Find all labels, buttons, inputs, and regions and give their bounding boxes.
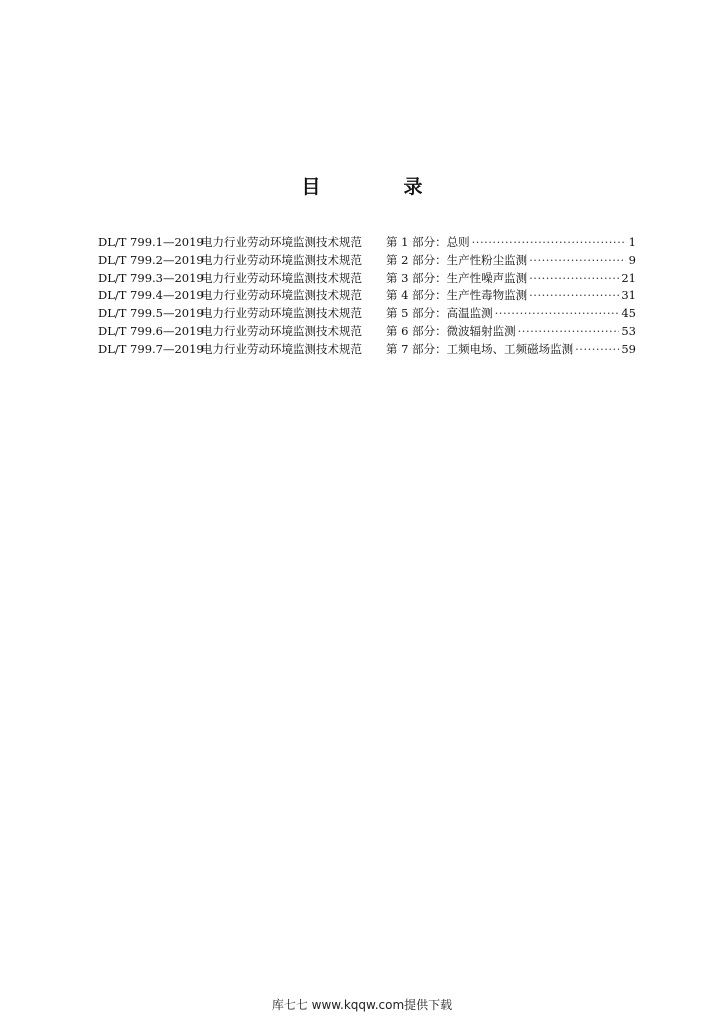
toc-entry-title: 生产性毒物监测 [446, 288, 528, 303]
toc-entry-code: DL/T 799.4—2019 [98, 288, 204, 303]
toc-entry-title: 生产性粉尘监测 [446, 252, 528, 267]
toc-leader-dots [495, 305, 620, 323]
toc-entry[interactable] [98, 270, 636, 288]
toc-entry-standard: 电力行业劳动环境监测技术规范 [201, 306, 362, 321]
toc-entry-title: 工频电场、工频磁场监测 [446, 341, 574, 356]
toc-entry-page: 45 [621, 306, 636, 321]
toc-entry-part: 第 4 部分： [386, 288, 447, 303]
toc-leader-dots [529, 287, 619, 305]
toc-entry-code: DL/T 799.1—2019 [98, 235, 204, 249]
toc-entry-code: DL/T 799.5—2019 [98, 306, 204, 321]
toc-entry-code: DL/T 799.7—2019 [98, 341, 204, 356]
toc-heading: 目 录 [301, 176, 455, 198]
toc-entry-part: 第 2 部分： [386, 252, 447, 267]
toc-entry-page: 21 [621, 270, 636, 285]
toc-leader-dots [575, 341, 619, 359]
toc-entry-page: 9 [628, 252, 636, 267]
toc-entry-page: 1 [628, 235, 636, 249]
toc-entry-part: 第 7 部分： [386, 341, 447, 356]
toc-entry-part: 第 1 部分： [386, 235, 447, 249]
toc-entry-standard: 电力行业劳动环境监测技术规范 [201, 235, 362, 249]
toc-entry-page: 59 [621, 341, 636, 356]
download-footer: 库七七 www.kqqw.com提供下载 [271, 998, 453, 1012]
toc-entry-standard: 电力行业劳动环境监测技术规范 [201, 252, 362, 267]
toc-entry-standard: 电力行业劳动环境监测技术规范 [201, 341, 362, 356]
toc-entry-part: 第 6 部分： [386, 323, 447, 338]
toc-entry-page: 31 [621, 288, 636, 303]
toc-entry-title: 总则 [446, 235, 470, 249]
toc-entry[interactable] [98, 252, 636, 270]
toc-leader-dots [529, 270, 619, 288]
toc-entry-page: 53 [621, 323, 636, 338]
toc-entry-code: DL/T 799.3—2019 [98, 270, 204, 285]
toc-entry-part: 第 3 部分： [386, 270, 447, 285]
toc-leader-dots [472, 234, 626, 252]
toc-entry[interactable] [98, 287, 636, 305]
toc-entry-title: 高温监测 [446, 306, 493, 321]
toc-entry-part: 第 5 部分： [386, 306, 447, 321]
toc-entry[interactable] [98, 323, 636, 341]
toc-entry-title: 微波辐射监测 [446, 323, 516, 338]
table-of-contents [98, 234, 636, 359]
toc-entry-title: 生产性噪声监测 [446, 270, 528, 285]
toc-entry-standard: 电力行业劳动环境监测技术规范 [201, 270, 362, 285]
toc-entry[interactable] [98, 305, 636, 323]
toc-entry-code: DL/T 799.2—2019 [98, 252, 204, 267]
toc-entry-standard: 电力行业劳动环境监测技术规范 [201, 288, 362, 303]
toc-entry[interactable] [98, 341, 636, 359]
toc-entry-standard: 电力行业劳动环境监测技术规范 [201, 323, 362, 338]
toc-leader-dots [529, 252, 626, 270]
toc-entry-code: DL/T 799.6—2019 [98, 323, 204, 338]
toc-entry[interactable] [98, 234, 636, 252]
toc-leader-dots [518, 323, 620, 341]
